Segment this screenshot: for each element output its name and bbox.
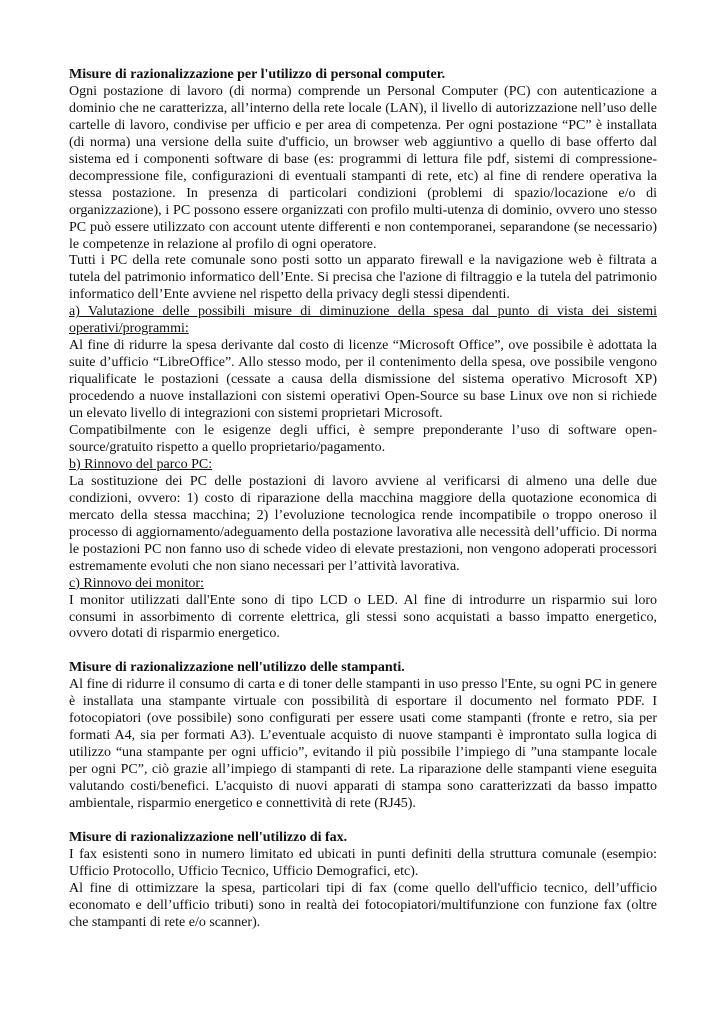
spacer <box>69 813 657 830</box>
section-heading-pc: Misure di razionalizzazione per l'utilizzo di personal computer. <box>69 67 446 82</box>
paragraph: I fax esistenti sono in numero limitato ed ubicati in punti definiti della struttura comunale (esempio: Ufficio Protocollo, Ufficio Tecnico, Ufficio Demografici, etc). <box>69 846 657 879</box>
paragraph: Tutti i PC della rete comunale sono posti sotto un apparato firewall e la navigazione web è filtrata a tutela del patrimonio informatico dell’Ente. Si precisa che l'azione di filtraggio e la tutela del patrimonio informatico dell’Ente avviene nel rispetto della privacy degli stessi dipendenti. <box>69 253 657 303</box>
subheading-c: c) Rinnovo dei monitor: <box>69 575 204 591</box>
document-page <box>69 67 657 932</box>
subheading-a: a) Valutazione delle possibili misure di diminuzione della spesa dal punto di vista dei sistemi operativi/programmi: <box>69 304 657 337</box>
paragraph: Al fine di ottimizzare la spesa, particolari tipi di fax (come quello dell'ufficio tecnico, dell’ufficio economato e dell’ufficio tributi) sono in realtà dei fotocopiatori/multifunzione con funzione fax (oltre che stampanti di rete e/o scanner). <box>69 880 657 930</box>
paragraph: Compatibilmente con le esigenze degli uffici, è sempre preponderante l’uso di software open-source/gratuito rispetto a quello proprietario/pagamento. <box>69 423 657 455</box>
section-heading-printers: Misure di razionalizzazione nell'utilizzo delle stampanti. <box>69 660 405 676</box>
paragraph: Ogni postazione di lavoro (di norma) comprende un Personal Computer (PC) con autenticazione a dominio che ne caratterizza, all’interno della rete locale (LAN), il livello di autorizzazione nell’uso delle cartelle di lavoro, condivise per ufficio e per area di competenza. Per ogni postazione “PC” è installata (di norma) una versione della suite d'ufficio, un browser web aggiuntivo a quello di base offerto dal sistema ed i componenti software di base (es: programmi di lettura file pdf, sistemi di compressione-decompressione file, configurazioni di eventuali stampanti di rete, etc) al fine di rendere operativa la stessa postazione. In presenza di particolari condizioni (problemi di spazio/locazione e/o di organizzazione), i PC possono essere organizzati con profilo multi-utenza di dominio, ovvero uno stesso PC può essere utilizzato con account utente differenti e non contemporanei, separandone (se necessario) le competenze in relazione al profilo di ogni operatore. <box>69 83 657 252</box>
subheading-b: b) Rinnovo del parco PC: <box>69 456 213 472</box>
paragraph: La sostituzione dei PC delle postazioni di lavoro avviene al verificarsi di almeno una delle due condizioni, ovvero: 1) costo di riparazione della macchina maggiore della quotazione economica di mercato della stessa macchina; 2) l’evoluzione tecnologica rende incompatibile o troppo oneroso il processo di aggiornamento/adeguamento della postazione lavorativa alle necessità dell’ufficio. Di norma le postazioni PC non fanno uso di schede video di elevate prestazioni, non vengono adoperati processori estremamente evoluti che non siano necessari per l’attività lavorativa. <box>69 473 657 574</box>
spacer <box>69 643 657 660</box>
paragraph: Al fine di ridurre la spesa derivante dal costo di licenze “Microsoft Office”, ove possibile è adottata la suite d’ufficio “LibreOffice”. Allo stesso modo, per il contenimento della spesa, ove possibile vengono riqualificate le postazioni (cessate a causa della dismissione del sistema operativo Microsoft XP) procedendo a nuove installazioni con sistemi operativi Open-Source su base Linux ove non si richiede un elevato livello di integrazioni con sistemi proprietari Microsoft. <box>69 338 657 422</box>
paragraph: Al fine di ridurre il consumo di carta e di toner delle stampanti in uso presso l'Ente, su ogni PC in genere è installata una stampante virtuale con possibilità di esportare il documento nel formato PDF. I fotocopiatori (ove possibile) sono configurati per essere usati come stampanti (fronte e retro, sia per formati A4, sia per formati A3). L’eventuale acquisto di nuove stampanti è improntato sulla logica di utilizzo “una stampante per ogni ufficio”, evitando il più possibile l’impiego di ”una stampante locale per ogni PC”, ciò grazie all’impiego di stampanti di rete. La riparazione delle stampanti viene eseguita valutando costi/benefici. L'acquisto di nuovi apparati di stampa sono caratterizzati da basso impatto ambientale, risparmio energetico e connettività di rete (RJ45). <box>69 677 657 812</box>
section-heading-fax: Misure di razionalizzazione nell'utilizzo di fax. <box>69 829 348 845</box>
paragraph: I monitor utilizzati dall'Ente sono di tipo LCD o LED. Al fine di introdurre un risparmio sui loro consumi in assorbimento di corrente elettrica, gli stessi sono acquistati a basso impatto energetico, ovvero dotati di risparmio energetico. <box>69 592 657 642</box>
